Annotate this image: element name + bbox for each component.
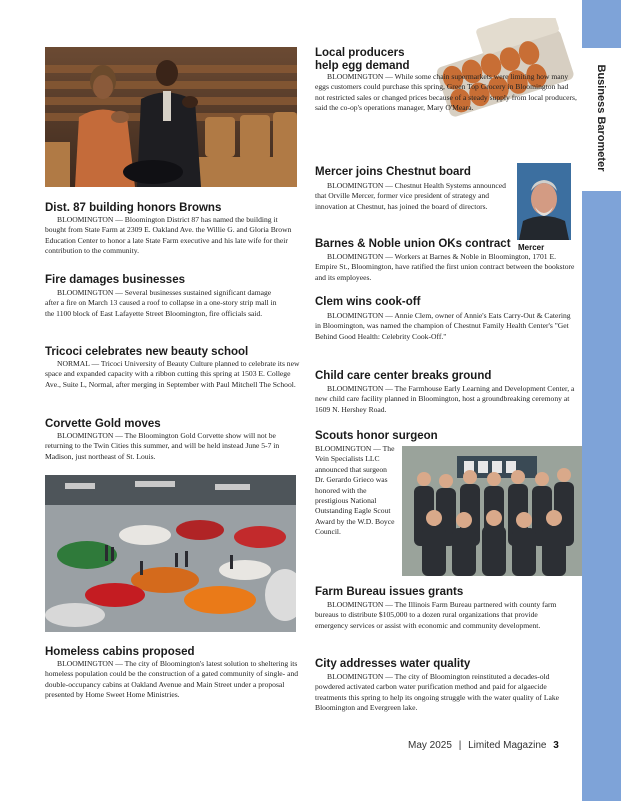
body-barnes: BLOOMINGTON — Workers at Barnes & Noble in Bloomington, 1701 E. Empire St., Bloomington, have ratified the first union contract between the bookstore and its employees. [315,252,575,282]
section-label-text: Business Barometer [595,64,607,172]
section-label [582,48,621,191]
headline-corvette: Corvette Gold moves [45,418,161,430]
mercer-photo [517,163,571,240]
browns-photo [45,47,297,187]
headline-tricoci: Tricoci celebrates new beauty school [45,346,249,358]
corvette-photo [45,475,296,632]
body-scouts: BLOOMINGTON — The Vein Specialists LLC announced that surgeon Dr. Gerardo Grieco was honored with the prestigious National Outstanding Eagle Scout Award by the W.D. Boyce Council. [315,444,395,537]
body-browns: BLOOMINGTON — Bloomington District 87 has named the building it bought from State Farm at 2309 E. Oakland Ave. the Willie G. and Gloria Brown Education Center to honor a late State Farm executive and his late wife for their contribution to the community. [45,215,292,256]
headline-fire: Fire damages businesses [45,274,185,286]
page-number: 3 [553,740,559,751]
footer-separator: | [458,740,462,751]
body-mercer: BLOOMINGTON — Chestnut Health Systems announced that Orville Mercer, former vice president of strategy and innovation at Chestnut, has joined the board of directors. [315,181,506,211]
body-corvette: BLOOMINGTON — The Bloomington Gold Corvette show will not be returning to the Twin Cities this summer, and will be held instead June 5-7 in Madison, just northeast of St. Louis. [45,431,280,461]
headline-farmbureau: Farm Bureau issues grants [315,586,464,598]
footer-magazine: Limited Magazine [468,740,547,751]
mercer-caption: Mercer [518,243,545,252]
body-fire: BLOOMINGTON — Several businesses sustained significant damage after a fire on March 13 caused a roof to collapse in a one-story strip mall in the 1100 block of East Lafayette Street Bloomington, fire officials said. [45,288,277,318]
body-water: BLOOMINGTON — The city of Bloomington reinstituted a decades-old powdered activated carbon water purification method and paid for algaecide treatments this spring to help its ongoing struggle with the water quality of Lake Bloomington and Evergreen lake. [315,672,560,713]
footer-issue: May 2025 [408,740,452,751]
headline-cabins: Homeless cabins proposed [45,646,195,658]
headline-scouts: Scouts honor surgeon [315,430,438,442]
body-eggs: BLOOMINGTON — While some chain supermarkets were limiting how many eggs customers could purchase this spring, Green Top Grocery in Bloomington had not restricted sales or changed prices because of a steady supply from local producers, said the co-op's operations manager, Mary O'Meara. [315,72,577,113]
headline-barnes: Barnes & Noble union OKs contract [315,238,511,250]
headline-clem: Clem wins cook-off [315,296,421,308]
headline-water: City addresses water quality [315,658,471,670]
page-footer [408,740,559,751]
body-cabins: BLOOMINGTON — The city of Bloomington's latest solution to sheltering its homeless population could be the construction of a gated community of single- and double-occupancy cabins at Oakland Avenue and Main Street under a proposal presented by Home Sweet Home Ministries. [45,659,299,700]
headline-childcare: Child care center breaks ground [315,370,492,382]
scouts-photo [402,446,582,576]
headline-browns: Dist. 87 building honors Browns [45,202,222,214]
body-tricoci: NORMAL — Tricoci University of Beauty Culture planned to celebrate its new space and expanded capacity with a ribbon cutting this spring at 1503 E. College Ave., Suite L, Normal, after merging in September with Paul Mitchell The School. [45,359,300,389]
headline-mercer: Mercer joins Chestnut board [315,166,471,178]
body-childcare: BLOOMINGTON — The Farmhouse Early Learning and Development Center, a new child care facility planned in Bloomington, host a groundbreaking ceremony at 1609 N. Hershey Road. [315,384,575,414]
headline-eggs: Local producers help egg demand [315,47,410,72]
body-farmbureau: BLOOMINGTON — The Illinois Farm Bureau partnered with county farm bureaus to distribute $105,000 to a dozen rural organizations that provide emergency services or assist with economic and community development. [315,600,557,630]
body-clem: BLOOMINGTON — Annie Clem, owner of Annie's Eats Carry-Out & Catering in Bloomington, was named the champion of Chestnut Family Health Center's "Get Behind Good Health: Celebrity Cook-Off." [315,311,571,341]
